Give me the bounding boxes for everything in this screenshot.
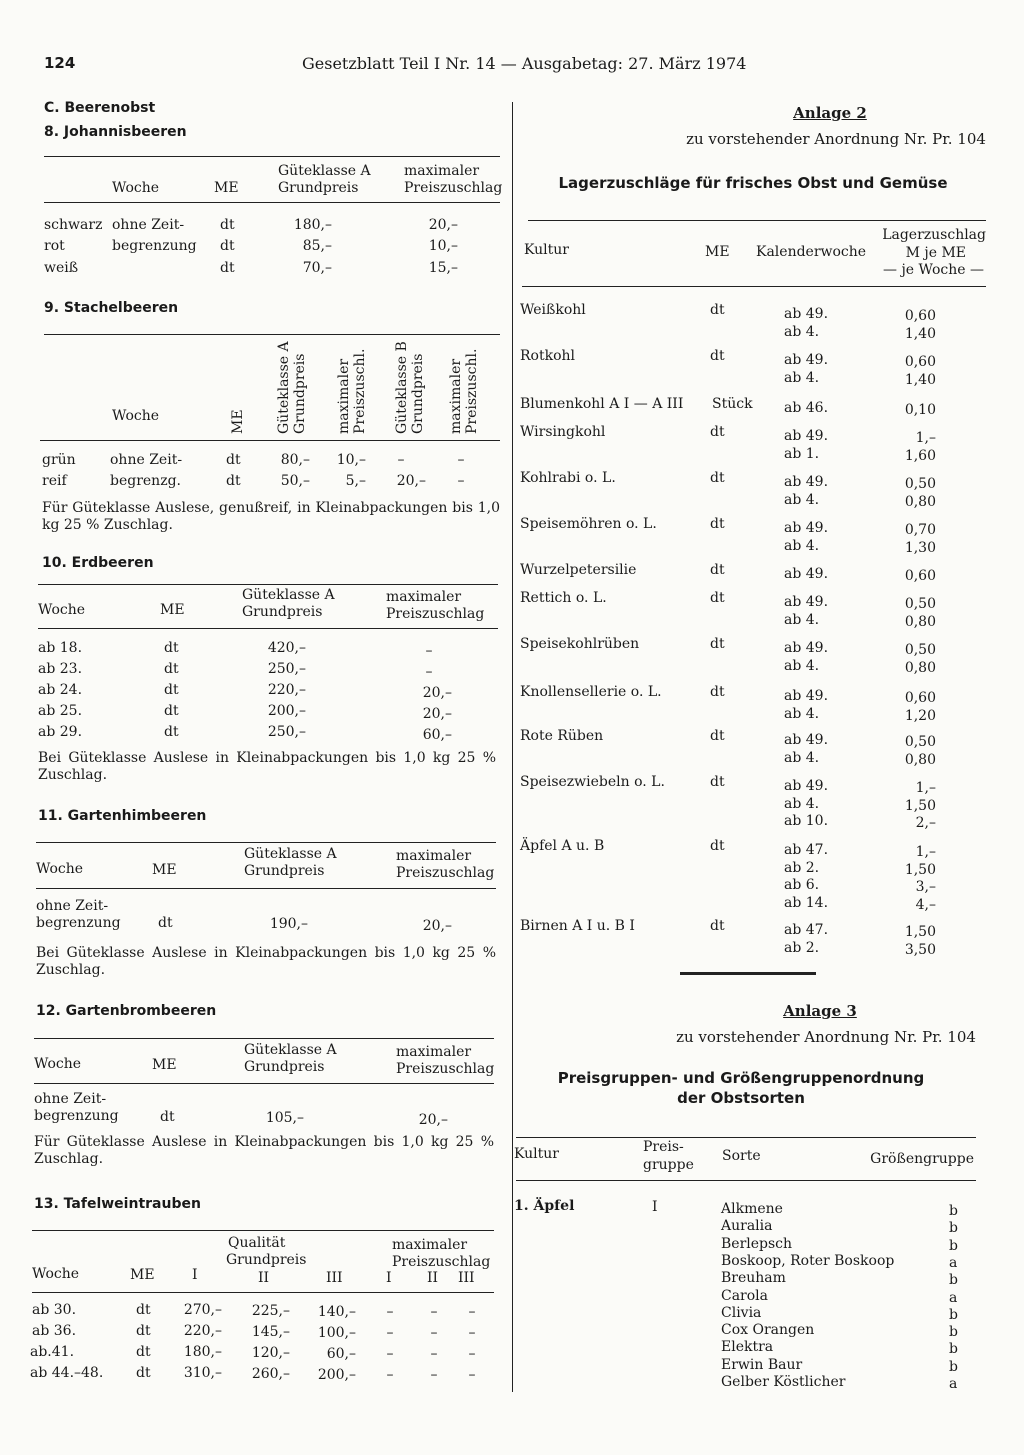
cell-woche: ab.41. [30,1344,75,1360]
cell-lagerzuschlag: 1,50 [904,797,936,814]
cell-lagerzuschlag: 0,60 [904,690,936,706]
cell-sorte: reif [42,473,67,489]
col-maximaler-a: maximaler [336,358,352,434]
col-gueteklasse-b: Güteklasse B [394,341,410,434]
cell-zuschlag-ii: – [430,1367,438,1383]
cell-a-grundpreis: 50,– [280,473,310,489]
col-gueteklasse: Güteklasse A [244,1042,337,1058]
section-separator [680,972,816,975]
cell-kalenderwoche: ab 49. [784,352,829,368]
cell-groessengruppe: a [949,1376,958,1392]
cell-kultur: Wurzelpetersilie [520,562,637,578]
col-gueteklasse: Güteklasse A [242,587,335,603]
cell-kalenderwoche: ab 49. [784,778,829,794]
cell-zuschlag-iii: – [468,1346,476,1362]
cell-lagerzuschlag: 2,– [915,815,936,831]
col-maximaler: maximaler [386,589,462,605]
col-maximaler-b: maximaler [448,358,464,434]
cell-kultur: Speisezwiebeln o. L. [520,774,665,790]
col-grundpreis: Grundpreis [226,1252,307,1268]
cell-grundpreis: 250,– [267,724,306,740]
section-title: 12. Gartenbrombeeren [36,1003,217,1019]
cell-lagerzuschlag: 1,60 [904,447,936,464]
cell-me: dt [160,1109,175,1125]
cell-grundpreis: 70,– [302,260,332,276]
cell-lagerzuschlag: 1,50 [904,924,936,940]
cell-a-zuschlag: 10,– [336,452,366,468]
col-sorte: Sorte [722,1148,761,1164]
cell-lagerzuschlag: 1,– [915,844,936,860]
cell-lagerzuschlag: 3,– [915,879,936,895]
cell-me: dt [164,640,179,656]
cell-kultur: Blumenkohl A I — A III [520,396,684,412]
cell-sorte: schwarz [44,217,103,233]
cell-groessengruppe: b [949,1358,958,1375]
col-woche: Woche [38,602,86,618]
table-rule [44,202,500,203]
col-zuschlag-iii: III [458,1270,475,1286]
cell-lagerzuschlag: 3,50 [904,941,936,958]
table-rule [38,628,498,629]
anlage-2-subtitle: zu vorstehender Anordnung Nr. Pr. 104 [686,130,986,148]
col-grundpreis-b: Grundpreis [410,353,426,434]
cell-woche: ab 36. [32,1323,77,1339]
col-woche: Woche [112,408,160,424]
col-woche: Woche [112,180,160,196]
cell-preiszuschlag: 20,– [422,918,452,934]
cell-kalenderwoche: ab 6. [784,877,820,893]
cell-lagerzuschlag: 0,70 [904,522,936,538]
anlage-3-title-line-2: der Obstsorten [677,1089,805,1107]
section-title: 9. Stachelbeeren [44,300,179,316]
cell-grund-i: 310,– [183,1365,222,1381]
cell-lagerzuschlag: 0,50 [904,476,936,492]
table-rule [32,1292,494,1293]
col-groessengruppe: Größengruppe [870,1151,974,1167]
cell-kalenderwoche: ab 49. [784,594,829,610]
cell-me: dt [136,1302,151,1318]
cell-grund-i: 220,– [183,1323,222,1339]
col-preiszuschl-a: Preiszuschl. [352,348,368,434]
cell-b-grundpreis: 20,– [396,473,426,489]
table-rule [32,1230,494,1231]
cell-kalenderwoche: ab 4. [784,705,820,722]
col-kalenderwoche: Kalenderwoche [756,244,867,260]
cell-groessengruppe: a [949,1254,958,1271]
cell-me: dt [710,918,725,934]
cell-lagerzuschlag: 0,60 [904,354,936,370]
cell-preiszuschlag: – [425,643,433,659]
cell-grundpreis: 180,– [293,217,332,233]
anlage-3-label: Anlage 3 [783,1002,857,1020]
cell-kalenderwoche: ab 4. [784,491,820,508]
cell-b-grundpreis: – [397,452,405,468]
cell-sorte: Boskoop, Roter Boskoop [721,1252,895,1269]
cell-woche: ohne Zeit- [36,898,109,914]
col-preiszuschlag: Preiszuschlag [396,1061,495,1077]
col-maximaler: maximaler [404,163,480,179]
cell-lagerzuschlag: 0,60 [904,568,936,584]
cell-me: dt [710,516,725,532]
cell-kalenderwoche: ab 49. [784,428,829,444]
cell-sorte: Elektra [721,1339,774,1356]
col-gueteklasse-a: Güteklasse A [276,341,292,434]
col-me: ME [152,862,177,878]
cell-kalenderwoche: ab 49. [784,640,829,656]
cell-kalenderwoche: ab 47. [784,922,829,938]
cell-zuschlag-i: – [386,1325,394,1341]
cell-kalenderwoche: ab 14. [784,894,829,911]
cell-me: dt [164,724,179,740]
cell-kalenderwoche: ab 4. [784,611,820,628]
cell-kultur: Äpfel A u. B [520,838,605,854]
col-preiszuschlag: Preiszuschlag [404,180,503,196]
cell-kalenderwoche: ab 49. [784,306,829,322]
cell-groessengruppe: b [949,1324,958,1341]
col-zuschlag-i: I [386,1270,392,1286]
cell-me: dt [136,1365,151,1381]
col-preiszuschlag: Preiszuschlag [386,606,485,622]
cell-lagerzuschlag: 4,– [915,896,936,913]
cell-grund-iii: 140,– [317,1304,356,1320]
col-woche: Woche [34,1056,82,1072]
cell-sorte: Berlepsch [721,1235,793,1252]
anlage-3-title-line-1: Preisgruppen- und Größengruppenordnung [557,1069,925,1087]
cell-kultur: Birnen A I u. B I [520,918,635,934]
cell-preiszuschlag: 20,– [428,217,458,233]
cell-kultur: 1. Äpfel [514,1198,575,1214]
cell-kalenderwoche: ab 47. [784,842,829,858]
cell-kalenderwoche: ab 4. [784,795,820,812]
table-rule [528,220,986,221]
col-preis: Preis- [643,1139,684,1155]
cell-woche: begrenzung [34,1108,119,1124]
cell-kalenderwoche: ab 1. [784,445,820,462]
cell-preiszuschlag: 20,– [422,685,452,701]
cell-kalenderwoche: ab 46. [784,400,829,416]
cell-lagerzuschlag: 1,30 [904,539,936,556]
col-me: ME [214,180,239,196]
cell-sorte: grün [42,452,76,468]
cell-me: dt [710,348,725,364]
col-kultur: Kultur [524,242,569,258]
cell-me: dt [226,473,241,489]
page-header-title: Gesetzblatt Teil I Nr. 14 — Ausgabetag: 27. März 1974 [302,54,747,73]
col-preiszuschl-b: Preiszuschl. [464,348,480,434]
cell-grundpreis: 105,– [265,1110,304,1126]
page-number: 124 [44,54,76,72]
col-gueteklasse: Güteklasse A [244,846,337,862]
col-grundpreis-a: Grundpreis [292,353,308,434]
cell-grund-ii: 145,– [251,1324,290,1340]
cell-kultur: Rote Rüben [520,728,604,744]
cell-kalenderwoche: ab 10. [784,813,829,829]
cell-grundpreis: 190,– [269,916,308,932]
table-rule [516,1137,976,1138]
cell-me: dt [710,562,725,578]
cell-sorte: Cox Orangen [721,1322,815,1339]
cell-grund-iii: 100,– [317,1325,356,1341]
cell-zuschlag-iii: – [468,1367,476,1383]
col-grundpreis: Grundpreis [244,1059,325,1075]
cell-lagerzuschlag: 0,50 [904,642,936,658]
col-zuschlag-ii: II [427,1270,439,1286]
cell-kultur: Rotkohl [520,348,576,364]
cell-sorte: Alkmene [721,1201,783,1217]
col-qualitaet: Qualität [228,1235,286,1251]
col-me: ME [160,602,185,618]
col-lagerzuschlag: Lagerzuschlag [882,227,986,243]
cell-me: dt [710,636,725,652]
col-preiszuschlag: Preiszuschlag [396,865,495,881]
cell-sorte: weiß [44,260,79,276]
cell-grundpreis: 420,– [267,640,306,656]
cell-groessengruppe: b [949,1341,958,1358]
cell-me: dt [710,470,725,486]
cell-lagerzuschlag: 0,80 [904,493,936,510]
cell-lagerzuschlag: 0,60 [904,308,936,324]
cell-kultur: Speisekohlrüben [520,636,640,652]
cell-sorte: Auralia [721,1218,773,1235]
col-woche: Woche [36,861,84,877]
anlage-2-title: Lagerzuschläge für frisches Obst und Gemüse [558,174,948,192]
anlage-2-label: Anlage 2 [793,104,867,122]
cell-lagerzuschlag: 0,80 [904,613,936,630]
cell-groessengruppe: b [949,1203,958,1219]
cell-woche: begrenzung [112,238,197,254]
table-rule [40,440,500,441]
cell-me: dt [158,915,173,931]
column-divider [512,102,513,1392]
cell-kalenderwoche: ab 49. [784,688,829,704]
cell-grund-iii: 60,– [326,1346,356,1362]
col-gueteklasse: Güteklasse A [278,163,371,179]
section-title: 10. Erdbeeren [42,555,154,571]
cell-zuschlag-iii: – [468,1325,476,1341]
cell-woche: ab 44.–48. [30,1365,104,1381]
cell-kultur: Kohlrabi o. L. [520,470,616,486]
cell-me: dt [220,260,235,276]
col-preiszuschlag: Preiszuschlag [392,1254,491,1270]
col-me: ME [705,244,730,260]
cell-me: dt [136,1323,151,1339]
cell-preiszuschlag: 60,– [422,727,452,743]
section-title: 8. Johannisbeeren [44,124,187,140]
cell-lagerzuschlag: 1,40 [904,325,936,342]
col-gruppe: gruppe [643,1157,694,1173]
cell-kalenderwoche: ab 49. [784,566,829,582]
cell-groessengruppe: b [949,1272,958,1289]
cell-b-zuschlag: – [457,452,465,468]
section-note: Für Güteklasse Auslese, genußreif, in Kleinabpackungen bis 1,0 kg 25 % Zuschlag. [42,500,500,533]
col-grund-ii: II [258,1270,270,1286]
section-title: 11. Gartenhimbeeren [38,808,207,824]
cell-zuschlag-ii: – [430,1346,438,1362]
cell-me: dt [710,302,725,318]
cell-groessengruppe: a [949,1289,958,1306]
cell-grund-i: 270,– [183,1302,222,1318]
cell-lagerzuschlag: 0,80 [904,659,936,676]
cell-kalenderwoche: ab 49. [784,520,829,536]
cell-woche: ohne Zeit- [112,217,185,233]
cell-zuschlag-i: – [386,1346,394,1362]
cell-grundpreis: 200,– [267,703,306,719]
cell-me: dt [710,424,725,440]
section-note: Bei Güteklasse Auslese in Kleinabpackungen bis 1,0 kg 25 % Zuschlag. [38,750,496,783]
col-grund-iii: III [326,1270,343,1286]
cell-zuschlag-ii: – [430,1325,438,1341]
cell-kalenderwoche: ab 2. [784,859,820,876]
col-grundpreis: Grundpreis [242,604,323,620]
table-rule [516,1180,976,1181]
cell-groessengruppe: b [949,1220,958,1237]
cell-grund-i: 180,– [183,1344,222,1360]
col-grund-i: I [192,1267,198,1283]
section-c-heading: C. Beerenobst [44,100,156,116]
table-rule [34,1038,494,1039]
cell-zuschlag-i: – [386,1367,394,1383]
cell-preiszuschlag: 10,– [428,238,458,254]
cell-kalenderwoche: ab 4. [784,537,820,554]
cell-woche: ab 18. [38,640,83,656]
cell-a-grundpreis: 80,– [280,452,310,468]
table-rule [36,888,496,889]
table-rule [44,334,500,335]
cell-grund-ii: 120,– [251,1345,290,1361]
cell-lagerzuschlag: 0,10 [904,402,936,418]
cell-me: dt [164,661,179,677]
cell-kultur: Weißkohl [520,302,586,318]
table-rule [34,1083,494,1084]
cell-preiszuschlag: 20,– [418,1112,448,1128]
cell-lagerzuschlag: 0,80 [904,751,936,768]
cell-kultur: Rettich o. L. [520,590,607,606]
cell-me: dt [710,838,725,854]
section-note: Bei Güteklasse Auslese in Kleinabpackungen bis 1,0 kg 25 % Zuschlag. [36,945,496,978]
cell-preiszuschlag: – [425,664,433,680]
col-woche: Woche [32,1266,80,1282]
cell-groessengruppe: b [949,1237,958,1254]
cell-woche: ab 29. [38,724,83,740]
cell-kalenderwoche: ab 4. [784,323,820,340]
col-grundpreis: Grundpreis [244,863,325,879]
cell-lagerzuschlag: 1,– [915,780,936,796]
col-kultur: Kultur [514,1146,559,1162]
cell-woche: ab 25. [38,703,83,719]
cell-grundpreis: 85,– [302,238,332,254]
cell-woche: ohne Zeit- [110,452,183,468]
cell-a-zuschlag: 5,– [345,473,366,489]
table-rule [522,286,986,287]
col-maximaler: maximaler [396,1044,472,1060]
cell-me: dt [164,682,179,698]
table-rule [36,842,496,843]
cell-me: dt [710,590,725,606]
cell-me: dt [164,703,179,719]
cell-lagerzuschlag: 1,– [915,430,936,446]
anlage-3-subtitle: zu vorstehender Anordnung Nr. Pr. 104 [676,1028,976,1046]
cell-sorte: rot [44,238,65,254]
cell-lagerzuschlag: 0,50 [904,596,936,612]
cell-sorte: Breuham [721,1270,786,1287]
cell-kalenderwoche: ab 49. [784,732,829,748]
cell-woche: begrenzung [36,915,121,931]
col-maximaler: maximaler [396,848,472,864]
cell-woche: ab 24. [38,682,83,698]
cell-lagerzuschlag: 1,50 [904,861,936,878]
cell-zuschlag-i: – [386,1304,394,1320]
cell-me: dt [710,774,725,790]
cell-me: dt [710,728,725,744]
cell-grundpreis: 220,– [267,682,306,698]
cell-lagerzuschlag: 1,40 [904,371,936,388]
cell-kultur: Wirsingkohl [520,424,606,440]
cell-me: dt [226,452,241,468]
cell-kultur: Knollensellerie o. L. [520,684,662,700]
cell-kalenderwoche: ab 4. [784,749,820,766]
cell-zuschlag-iii: – [468,1304,476,1320]
cell-woche: ohne Zeit- [34,1091,107,1107]
cell-sorte: Clivia [721,1304,762,1321]
table-rule [44,156,500,157]
cell-grund-ii: 225,– [251,1303,290,1319]
cell-me: dt [220,238,235,254]
cell-preiszuschlag: 15,– [428,260,458,276]
col-m-je-me: M je ME [905,245,966,261]
section-title: 13. Tafelweintrauben [34,1196,201,1212]
cell-grund-ii: 260,– [251,1366,290,1382]
col-me: ME [230,409,246,434]
col-maximaler: maximaler [392,1237,468,1253]
cell-woche: ab 30. [32,1302,77,1318]
col-me: ME [130,1267,155,1283]
cell-woche: ab 23. [38,661,83,677]
cell-kalenderwoche: ab 4. [784,657,820,674]
cell-woche: begrenzg. [110,473,181,489]
cell-sorte: Gelber Köstlicher [721,1374,846,1390]
cell-me: dt [220,217,235,233]
cell-me: dt [136,1344,151,1360]
section-note: Für Güteklasse Auslese in Kleinabpackungen bis 1,0 kg 25 % Zuschlag. [34,1134,494,1167]
cell-b-zuschlag: – [457,473,465,489]
cell-preisgruppe: I [652,1199,658,1215]
cell-lagerzuschlag: 1,20 [904,707,936,724]
cell-groessengruppe: b [949,1306,958,1323]
cell-preiszuschlag: 20,– [422,706,452,722]
cell-sorte: Erwin Baur [721,1356,803,1373]
cell-me: dt [710,684,725,700]
cell-grundpreis: 250,– [267,661,306,677]
cell-kalenderwoche: ab 2. [784,939,820,956]
col-je-woche: — je Woche — [883,262,984,278]
cell-me: Stück [712,396,753,412]
cell-kalenderwoche: ab 49. [784,474,829,490]
table-rule [38,584,498,585]
cell-kultur: Speisemöhren o. L. [520,516,657,532]
cell-kalenderwoche: ab 4. [784,369,820,386]
cell-lagerzuschlag: 0,50 [904,734,936,750]
cell-zuschlag-ii: – [430,1304,438,1320]
cell-sorte: Carola [721,1287,769,1304]
col-grundpreis: Grundpreis [278,180,359,196]
col-me: ME [152,1057,177,1073]
cell-grund-iii: 200,– [317,1367,356,1383]
